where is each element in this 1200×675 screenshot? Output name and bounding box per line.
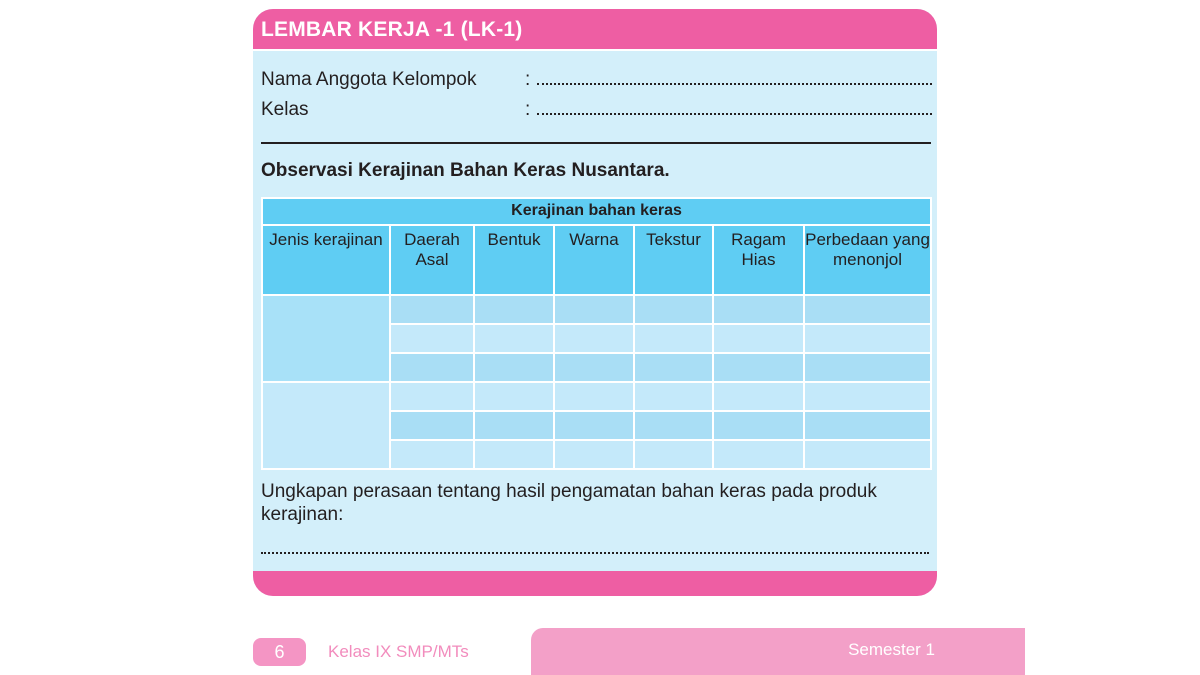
field-kelas bbox=[261, 95, 932, 119]
table-cell[interactable] bbox=[804, 382, 931, 411]
table-cell[interactable] bbox=[804, 295, 931, 324]
table-cell[interactable] bbox=[804, 324, 931, 353]
table-cell-merged[interactable] bbox=[262, 382, 390, 469]
table-cell[interactable] bbox=[554, 382, 634, 411]
column-header: Daerah Asal bbox=[390, 225, 474, 295]
table-row bbox=[262, 382, 931, 411]
field-colon: : bbox=[525, 99, 531, 120]
table-cell[interactable] bbox=[634, 411, 713, 440]
observation-table-wrap bbox=[261, 197, 930, 470]
table-cell-merged[interactable] bbox=[262, 295, 390, 382]
page-number-text: 6 bbox=[274, 641, 285, 662]
semester-bar bbox=[531, 628, 1025, 675]
fill-in-line bbox=[261, 552, 929, 554]
table-cell[interactable] bbox=[713, 411, 804, 440]
divider-line bbox=[261, 142, 931, 144]
table-cell[interactable] bbox=[390, 295, 474, 324]
column-header: Warna bbox=[554, 225, 634, 295]
table-cell[interactable] bbox=[390, 324, 474, 353]
table-cell[interactable] bbox=[390, 440, 474, 469]
table-cell[interactable] bbox=[634, 324, 713, 353]
table-cell[interactable] bbox=[474, 353, 554, 382]
table-cell[interactable] bbox=[390, 353, 474, 382]
closing-prompt: Ungkapan perasaan tentang hasil pengamatan bahan keras pada produk kerajinan: bbox=[261, 481, 877, 525]
table-cell[interactable] bbox=[804, 353, 931, 382]
field-colon: : bbox=[525, 69, 531, 90]
table-cell[interactable] bbox=[634, 382, 713, 411]
column-header: Bentuk bbox=[474, 225, 554, 295]
table-group-header: Kerajinan bahan keras bbox=[262, 198, 931, 225]
table-cell[interactable] bbox=[474, 382, 554, 411]
table-cell[interactable] bbox=[390, 411, 474, 440]
table-cell[interactable] bbox=[554, 324, 634, 353]
table-cell[interactable] bbox=[474, 295, 554, 324]
table-cell[interactable] bbox=[390, 382, 474, 411]
field-label: Kelas bbox=[261, 99, 309, 120]
table-cell[interactable] bbox=[713, 440, 804, 469]
table-cell[interactable] bbox=[554, 295, 634, 324]
field-nama-anggota bbox=[261, 65, 932, 89]
table-cell[interactable] bbox=[634, 295, 713, 324]
table-cell[interactable] bbox=[634, 440, 713, 469]
table-cell[interactable] bbox=[634, 353, 713, 382]
worksheet-title: LEMBAR KERJA -1 (LK-1) bbox=[261, 18, 523, 41]
field-label: Nama Anggota Kelompok bbox=[261, 69, 477, 90]
table-cell[interactable] bbox=[713, 353, 804, 382]
table-cell[interactable] bbox=[554, 353, 634, 382]
table-cell[interactable] bbox=[474, 324, 554, 353]
table-cell[interactable] bbox=[713, 382, 804, 411]
column-header: Tekstur bbox=[634, 225, 713, 295]
table-cell[interactable] bbox=[804, 440, 931, 469]
table-cell[interactable] bbox=[474, 440, 554, 469]
semester-label: Semester 1 bbox=[848, 640, 935, 659]
table-cell[interactable] bbox=[554, 411, 634, 440]
table-cell[interactable] bbox=[474, 411, 554, 440]
table-cell[interactable] bbox=[554, 440, 634, 469]
table-cell[interactable] bbox=[804, 411, 931, 440]
book-label: Kelas IX SMP/MTs bbox=[328, 642, 469, 661]
table-row bbox=[262, 295, 931, 324]
column-header: Jenis kerajinan bbox=[262, 225, 390, 295]
column-header: Perbedaan yang menonjol bbox=[804, 225, 931, 295]
observation-table bbox=[261, 197, 932, 470]
worksheet-footer-band bbox=[253, 571, 937, 596]
table-cell[interactable] bbox=[713, 324, 804, 353]
worksheet-card bbox=[253, 9, 937, 596]
worksheet-header bbox=[253, 9, 937, 51]
table-cell[interactable] bbox=[713, 295, 804, 324]
column-header: Ragam Hias bbox=[713, 225, 804, 295]
section-title: Observasi Kerajinan Bahan Keras Nusantara. bbox=[261, 160, 670, 181]
page-number bbox=[253, 638, 306, 666]
fill-in-line bbox=[537, 65, 932, 85]
fill-in-line bbox=[537, 95, 932, 115]
